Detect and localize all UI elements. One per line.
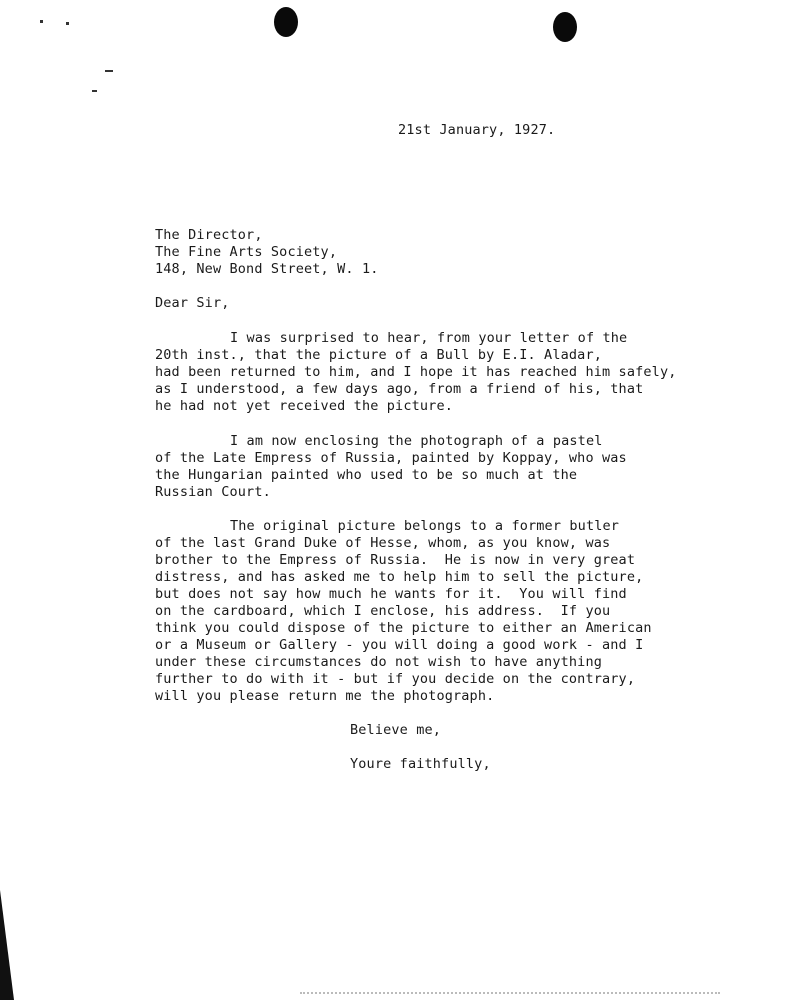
- body-line: Russian Court.: [155, 484, 271, 500]
- body-line: the Hungarian painted who used to be so much at the: [155, 467, 578, 483]
- body-line: brother to the Empress of Russia. He is now in very great: [155, 552, 636, 568]
- page-edge-mark: [0, 890, 14, 1000]
- body-line: distress, and has asked me to help him to sell the picture,: [155, 569, 644, 585]
- recipient-line: The Fine Arts Society,: [155, 244, 338, 260]
- bottom-dotted-line: [300, 992, 720, 996]
- body-line: I was surprised to hear, from your letter of the: [230, 330, 628, 346]
- recipient-line: 148, New Bond Street, W. 1.: [155, 261, 379, 277]
- body-line: of the last Grand Duke of Hesse, whom, as you know, was: [155, 535, 611, 551]
- speck-mark: [66, 22, 69, 25]
- speck-mark: [40, 20, 43, 23]
- punch-hole-left: [274, 7, 298, 37]
- closing-line: Believe me,: [350, 722, 442, 738]
- recipient-line: The Director,: [155, 227, 263, 243]
- body-line: of the Late Empress of Russia, painted by Koppay, who was: [155, 450, 627, 466]
- body-line: The original picture belongs to a former butler: [230, 518, 620, 534]
- body-line: under these circumstances do not wish to have anything: [155, 654, 602, 670]
- speck-mark: [105, 70, 113, 72]
- body-line: I am now enclosing the photograph of a pastel: [230, 433, 603, 449]
- speck-mark: [92, 90, 97, 92]
- body-line: will you please return me the photograph.: [155, 688, 495, 704]
- salutation: Dear Sir,: [155, 295, 230, 311]
- punch-hole-right: [553, 12, 577, 42]
- body-line: on the cardboard, which I enclose, his address. If you: [155, 603, 611, 619]
- closing-line: Youre faithfully,: [350, 756, 491, 772]
- body-line: had been returned to him, and I hope it has reached him safely,: [155, 364, 677, 380]
- body-line: as I understood, a few days ago, from a friend of his, that: [155, 381, 644, 397]
- body-line: think you could dispose of the picture to either an American: [155, 620, 652, 636]
- body-line: 20th inst., that the picture of a Bull by E.I. Aladar,: [155, 347, 602, 363]
- body-line: or a Museum or Gallery - you will doing a good work - and I: [155, 637, 644, 653]
- letter-date: 21st January, 1927.: [398, 122, 556, 138]
- body-line: but does not say how much he wants for it. You will find: [155, 586, 627, 602]
- body-line: he had not yet received the picture.: [155, 398, 453, 414]
- body-line: further to do with it - but if you decide on the contrary,: [155, 671, 636, 687]
